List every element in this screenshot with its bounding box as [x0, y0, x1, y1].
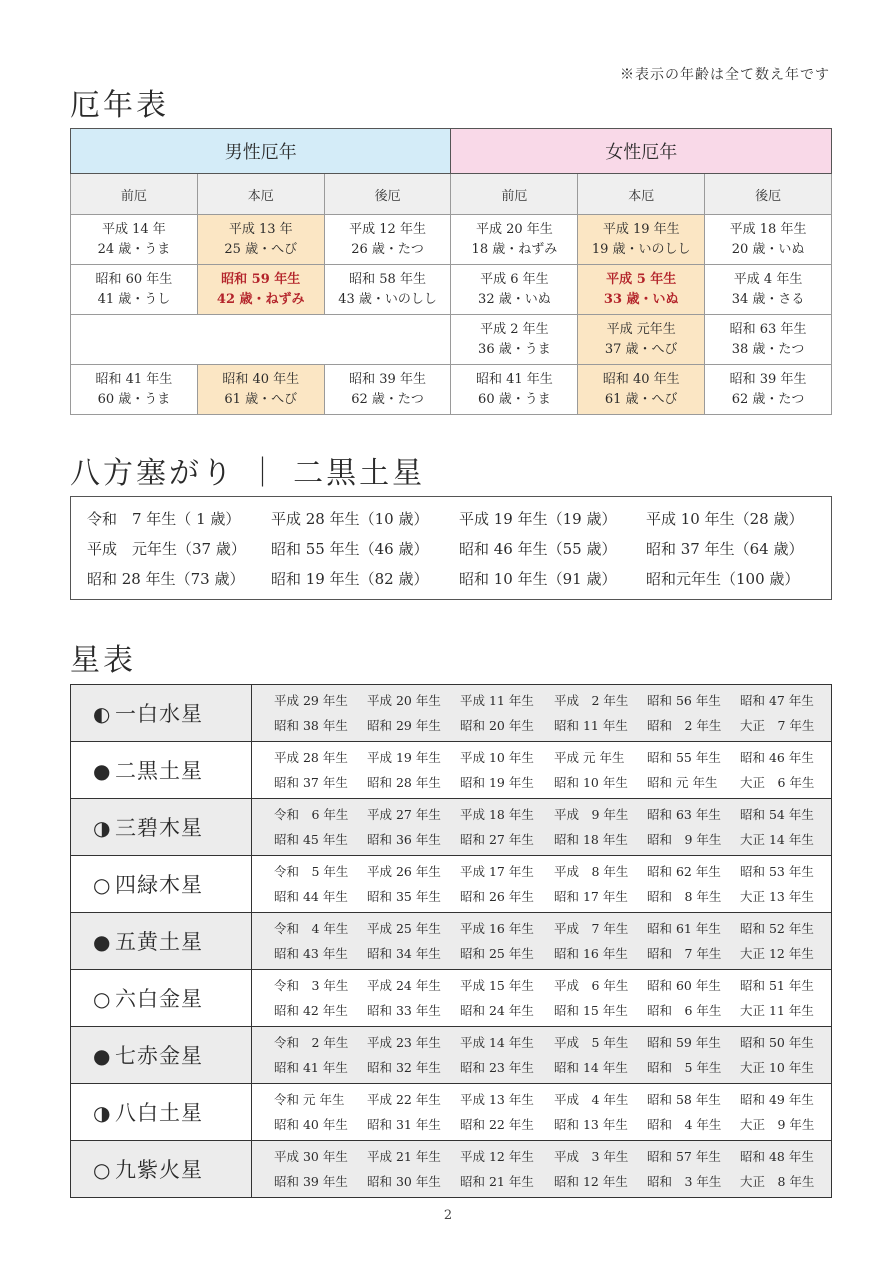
- birth-year: 昭和 24 年生: [460, 1003, 534, 1018]
- birth-year: 昭和 40 年生: [274, 1117, 348, 1132]
- table-cell: 平成 20 年生 18 歳・ねずみ: [451, 215, 578, 265]
- birth-year: 昭和 49 年生: [740, 1092, 814, 1107]
- happo-entry: 昭和 37 年生（64 歳）: [646, 540, 804, 558]
- birth-year: 昭和 16 年生: [554, 946, 628, 961]
- table-cell: 昭和 41 年生 60 歳・うま: [71, 365, 198, 415]
- birth-year: 平成 28 年生: [274, 750, 348, 765]
- birth-year: 昭和 47 年生: [740, 693, 814, 708]
- table-cell: 平成 2 年生 36 歳・うま: [451, 315, 578, 365]
- birth-year: 昭和 56 年生: [647, 693, 721, 708]
- birth-year: 平成 6 年生: [554, 978, 629, 993]
- birth-year: 平成 3 年生: [554, 1149, 629, 1164]
- happo-title: 八方塞がり ｜ 二黒土星: [70, 456, 426, 491]
- star-years-line: [252, 1147, 831, 1167]
- star-name-cell: [71, 1141, 252, 1198]
- star-name: 四緑木星: [115, 873, 203, 897]
- birth-year: 昭和 28 年生: [367, 775, 441, 790]
- birth-year: 昭和 61 年生: [647, 921, 721, 936]
- star-years-cell: [252, 799, 832, 856]
- birth-year: 令和 元 年生: [274, 1092, 345, 1107]
- happo-row: [71, 568, 831, 592]
- birth-year: 令和 4 年生: [274, 921, 349, 936]
- birth-year: 昭和 27 年生: [460, 832, 534, 847]
- table-cell: 昭和 40 年生 61 歳・へび: [197, 365, 324, 415]
- birth-year: 昭和 41 年生: [274, 1060, 348, 1075]
- birth-year: 大正 7 年生: [740, 718, 815, 733]
- star-symbol-icon: ●: [93, 930, 112, 954]
- birth-year: 昭和 63 年生: [647, 807, 721, 822]
- subheader-mae: 前厄: [71, 174, 198, 215]
- birth-year: 昭和 50 年生: [740, 1035, 814, 1050]
- birth-year: 昭和 55 年生: [647, 750, 721, 765]
- birth-year: 平成 16 年生: [460, 921, 534, 936]
- birth-year: 昭和 20 年生: [460, 718, 534, 733]
- birth-year: 昭和 15 年生: [554, 1003, 628, 1018]
- happo-entry: 平成 10 年生（28 歳）: [646, 510, 804, 528]
- table-cell: 平成 14 年 24 歳・うま: [71, 215, 198, 265]
- star-years-line: [252, 919, 831, 939]
- table-row: [71, 215, 832, 265]
- birth-year: 昭和 37 年生: [274, 775, 348, 790]
- birth-year: 平成 5 年生: [554, 1035, 629, 1050]
- birth-year: 大正 6 年生: [740, 775, 815, 790]
- birth-year: 昭和 34 年生: [367, 946, 441, 961]
- birth-year: 昭和 14 年生: [554, 1060, 628, 1075]
- yakudoshi-title: 厄年表: [70, 88, 169, 123]
- birth-year: 大正 11 年生: [740, 1003, 814, 1018]
- age-note: ※表示の年齢は全て数え年です: [620, 67, 830, 83]
- happo-row: [71, 508, 831, 532]
- star-symbol-icon: ●: [93, 759, 112, 783]
- birth-year: 昭和 2 年生: [647, 718, 722, 733]
- star-years-cell: [252, 913, 832, 970]
- star-years-line: [252, 805, 831, 825]
- happo-entry: 昭和元年生（100 歳）: [646, 570, 800, 588]
- birth-year: 昭和 45 年生: [274, 832, 348, 847]
- birth-year: 昭和 57 年生: [647, 1149, 721, 1164]
- star-years-line: [252, 691, 831, 711]
- star-name: 一白水星: [115, 702, 203, 726]
- star-row: [71, 856, 832, 913]
- star-years-line: [252, 1172, 831, 1192]
- star-row: [71, 1141, 832, 1198]
- star-years-line: [252, 1115, 831, 1135]
- star-symbol-icon: ○: [93, 987, 112, 1011]
- birth-year: 昭和 31 年生: [367, 1117, 441, 1132]
- birth-year: 昭和 22 年生: [460, 1117, 534, 1132]
- birth-year: 昭和 54 年生: [740, 807, 814, 822]
- birth-year: 平成 25 年生: [367, 921, 441, 936]
- birth-year: 昭和 60 年生: [647, 978, 721, 993]
- birth-year: 平成 22 年生: [367, 1092, 441, 1107]
- birth-year: 平成 8 年生: [554, 864, 629, 879]
- happo-entry: 昭和 19 年生（82 歳）: [271, 570, 429, 588]
- happo-entry: 平成 元年生（37 歳）: [87, 540, 246, 558]
- birth-year: 昭和 元 年生: [647, 775, 718, 790]
- male-header: 男性厄年: [71, 129, 451, 174]
- star-years-line: [252, 1058, 831, 1078]
- birth-year: 平成 9 年生: [554, 807, 629, 822]
- yakudoshi-table: [70, 128, 832, 415]
- birth-year: 昭和 39 年生: [274, 1174, 348, 1189]
- star-years-line: [252, 1001, 831, 1021]
- birth-year: 平成 17 年生: [460, 864, 534, 879]
- star-row: [71, 799, 832, 856]
- birth-year: 昭和 44 年生: [274, 889, 348, 904]
- female-header: 女性厄年: [451, 129, 832, 174]
- birth-year: 昭和 52 年生: [740, 921, 814, 936]
- birth-year: 令和 2 年生: [274, 1035, 349, 1050]
- birth-year: 昭和 62 年生: [647, 864, 721, 879]
- star-years-cell: [252, 970, 832, 1027]
- star-table-title: 星表: [70, 643, 136, 678]
- birth-year: 昭和 25 年生: [460, 946, 534, 961]
- birth-year: 平成 19 年生: [367, 750, 441, 765]
- star-years-line: [252, 830, 831, 850]
- birth-year: 平成 29 年生: [274, 693, 348, 708]
- birth-year: 大正 14 年生: [740, 832, 814, 847]
- table-cell: 昭和 39 年生 62 歳・たつ: [705, 365, 832, 415]
- birth-year: 昭和 29 年生: [367, 718, 441, 733]
- star-symbol-icon: ◑: [93, 816, 112, 840]
- star-years-cell: [252, 742, 832, 799]
- star-row: [71, 970, 832, 1027]
- star-name: 二黒土星: [115, 759, 203, 783]
- birth-year: 平成 14 年生: [460, 1035, 534, 1050]
- birth-year: 昭和 26 年生: [460, 889, 534, 904]
- birth-year: 昭和 21 年生: [460, 1174, 534, 1189]
- star-years-cell: [252, 856, 832, 913]
- happo-row: [71, 538, 831, 562]
- star-row: [71, 1027, 832, 1084]
- star-years-line: [252, 748, 831, 768]
- happo-entry: 昭和 46 年生（55 歳）: [459, 540, 617, 558]
- star-row: [71, 685, 832, 742]
- star-name: 八白土星: [115, 1101, 203, 1125]
- table-row: [71, 315, 832, 365]
- star-row: [71, 913, 832, 970]
- table-cell: 平成 19 年生 19 歳・いのしし: [578, 215, 705, 265]
- birth-year: 昭和 19 年生: [460, 775, 534, 790]
- subheader-mae: 前厄: [451, 174, 578, 215]
- birth-year: 昭和 53 年生: [740, 864, 814, 879]
- star-years-line: [252, 862, 831, 882]
- happo-entry: 平成 28 年生（10 歳）: [271, 510, 429, 528]
- birth-year: 平成 20 年生: [367, 693, 441, 708]
- birth-year: 平成 2 年生: [554, 693, 629, 708]
- table-cell: 昭和 40 年生 61 歳・へび: [578, 365, 705, 415]
- table-cell-highlight: 昭和 59 年生 42 歳・ねずみ: [197, 265, 324, 315]
- birth-year: 平成 23 年生: [367, 1035, 441, 1050]
- birth-year: 昭和 42 年生: [274, 1003, 348, 1018]
- star-name: 九紫火星: [115, 1158, 203, 1182]
- subheader-hon: 本厄: [197, 174, 324, 215]
- birth-year: 昭和 30 年生: [367, 1174, 441, 1189]
- birth-year: 平成 27 年生: [367, 807, 441, 822]
- subheader-ato: 後厄: [324, 174, 451, 215]
- star-years-cell: [252, 1084, 832, 1141]
- birth-year: 昭和 7 年生: [647, 946, 722, 961]
- birth-year: 昭和 48 年生: [740, 1149, 814, 1164]
- subheader-hon: 本厄: [578, 174, 705, 215]
- birth-year: 昭和 18 年生: [554, 832, 628, 847]
- star-name-cell: [71, 1084, 252, 1141]
- star-name-cell: [71, 856, 252, 913]
- birth-year: 昭和 13 年生: [554, 1117, 628, 1132]
- birth-year: 昭和 23 年生: [460, 1060, 534, 1075]
- star-symbol-icon: ◐: [93, 702, 112, 726]
- birth-year: 平成 30 年生: [274, 1149, 348, 1164]
- page-number: 2: [443, 1208, 453, 1223]
- star-years-line: [252, 773, 831, 793]
- birth-year: 昭和 38 年生: [274, 718, 348, 733]
- star-years-cell: [252, 1027, 832, 1084]
- star-row: [71, 1084, 832, 1141]
- star-symbol-icon: ◑: [93, 1101, 112, 1125]
- star-name-cell: [71, 970, 252, 1027]
- birth-year: 平成 10 年生: [460, 750, 534, 765]
- table-cell: 平成 18 年生 20 歳・いぬ: [705, 215, 832, 265]
- happo-entry: 昭和 55 年生（46 歳）: [271, 540, 429, 558]
- birth-year: 昭和 17 年生: [554, 889, 628, 904]
- star-name: 六白金星: [115, 987, 203, 1011]
- star-name-cell: [71, 742, 252, 799]
- birth-year: 平成 元 年生: [554, 750, 625, 765]
- star-years-cell: [252, 1141, 832, 1198]
- star-name: 三碧木星: [115, 816, 203, 840]
- table-cell: 昭和 60 年生 41 歳・うし: [71, 265, 198, 315]
- birth-year: 昭和 5 年生: [647, 1060, 722, 1075]
- star-years-line: [252, 976, 831, 996]
- birth-year: 昭和 33 年生: [367, 1003, 441, 1018]
- star-years-cell: [252, 685, 832, 742]
- happo-entry: 平成 19 年生（19 歳）: [459, 510, 617, 528]
- star-name-cell: [71, 913, 252, 970]
- table-cell: 平成 13 年 25 歳・へび: [197, 215, 324, 265]
- table-cell: 平成 4 年生 34 歳・さる: [705, 265, 832, 315]
- table-cell-empty: [71, 315, 451, 365]
- birth-year: 昭和 46 年生: [740, 750, 814, 765]
- birth-year: 昭和 11 年生: [554, 718, 628, 733]
- star-name: 七赤金星: [115, 1044, 203, 1068]
- birth-year: 昭和 58 年生: [647, 1092, 721, 1107]
- birth-year: 昭和 8 年生: [647, 889, 722, 904]
- table-cell: 平成 12 年生 26 歳・たつ: [324, 215, 451, 265]
- birth-year: 大正 13 年生: [740, 889, 814, 904]
- star-symbol-icon: ●: [93, 1044, 112, 1068]
- table-cell: 平成 元年生 37 歳・へび: [578, 315, 705, 365]
- star-name-cell: [71, 685, 252, 742]
- star-row: [71, 742, 832, 799]
- birth-year: 大正 8 年生: [740, 1174, 815, 1189]
- happo-box: [70, 496, 832, 600]
- star-symbol-icon: ○: [93, 1158, 112, 1182]
- table-cell: 昭和 63 年生 38 歳・たつ: [705, 315, 832, 365]
- birth-year: 平成 13 年生: [460, 1092, 534, 1107]
- birth-year: 昭和 10 年生: [554, 775, 628, 790]
- birth-year: 平成 21 年生: [367, 1149, 441, 1164]
- happo-entry: 昭和 28 年生（73 歳）: [87, 570, 245, 588]
- star-name-cell: [71, 1027, 252, 1084]
- table-row: [71, 365, 832, 415]
- table-cell: 平成 6 年生 32 歳・いぬ: [451, 265, 578, 315]
- birth-year: 大正 9 年生: [740, 1117, 815, 1132]
- table-cell: 昭和 58 年生 43 歳・いのしし: [324, 265, 451, 315]
- star-years-line: [252, 1033, 831, 1053]
- table-cell: 昭和 41 年生 60 歳・うま: [451, 365, 578, 415]
- star-name: 五黄土星: [115, 930, 203, 954]
- happo-entry: 昭和 10 年生（91 歳）: [459, 570, 617, 588]
- birth-year: 平成 4 年生: [554, 1092, 629, 1107]
- table-row: [71, 265, 832, 315]
- birth-year: 平成 12 年生: [460, 1149, 534, 1164]
- birth-year: 大正 12 年生: [740, 946, 814, 961]
- star-years-line: [252, 887, 831, 907]
- birth-year: 昭和 3 年生: [647, 1174, 722, 1189]
- birth-year: 昭和 43 年生: [274, 946, 348, 961]
- star-years-line: [252, 944, 831, 964]
- birth-year: 昭和 35 年生: [367, 889, 441, 904]
- birth-year: 昭和 12 年生: [554, 1174, 628, 1189]
- birth-year: 令和 6 年生: [274, 807, 349, 822]
- birth-year: 昭和 51 年生: [740, 978, 814, 993]
- birth-year: 令和 5 年生: [274, 864, 349, 879]
- birth-year: 平成 24 年生: [367, 978, 441, 993]
- birth-year: 昭和 9 年生: [647, 832, 722, 847]
- birth-year: 平成 15 年生: [460, 978, 534, 993]
- birth-year: 平成 26 年生: [367, 864, 441, 879]
- birth-year: 平成 7 年生: [554, 921, 629, 936]
- star-symbol-icon: ○: [93, 873, 112, 897]
- birth-year: 昭和 36 年生: [367, 832, 441, 847]
- star-years-line: [252, 1090, 831, 1110]
- birth-year: 平成 11 年生: [460, 693, 534, 708]
- subheader-ato: 後厄: [705, 174, 832, 215]
- birth-year: 平成 18 年生: [460, 807, 534, 822]
- star-name-cell: [71, 799, 252, 856]
- star-table: [70, 684, 832, 1198]
- table-cell: 昭和 39 年生 62 歳・たつ: [324, 365, 451, 415]
- birth-year: 昭和 32 年生: [367, 1060, 441, 1075]
- birth-year: 昭和 4 年生: [647, 1117, 722, 1132]
- birth-year: 昭和 6 年生: [647, 1003, 722, 1018]
- happo-entry: 令和 7 年生（ 1 歳）: [87, 510, 241, 528]
- birth-year: 昭和 59 年生: [647, 1035, 721, 1050]
- table-cell-highlight: 平成 5 年生 33 歳・いぬ: [578, 265, 705, 315]
- birth-year: 令和 3 年生: [274, 978, 349, 993]
- birth-year: 大正 10 年生: [740, 1060, 814, 1075]
- star-years-line: [252, 716, 831, 736]
